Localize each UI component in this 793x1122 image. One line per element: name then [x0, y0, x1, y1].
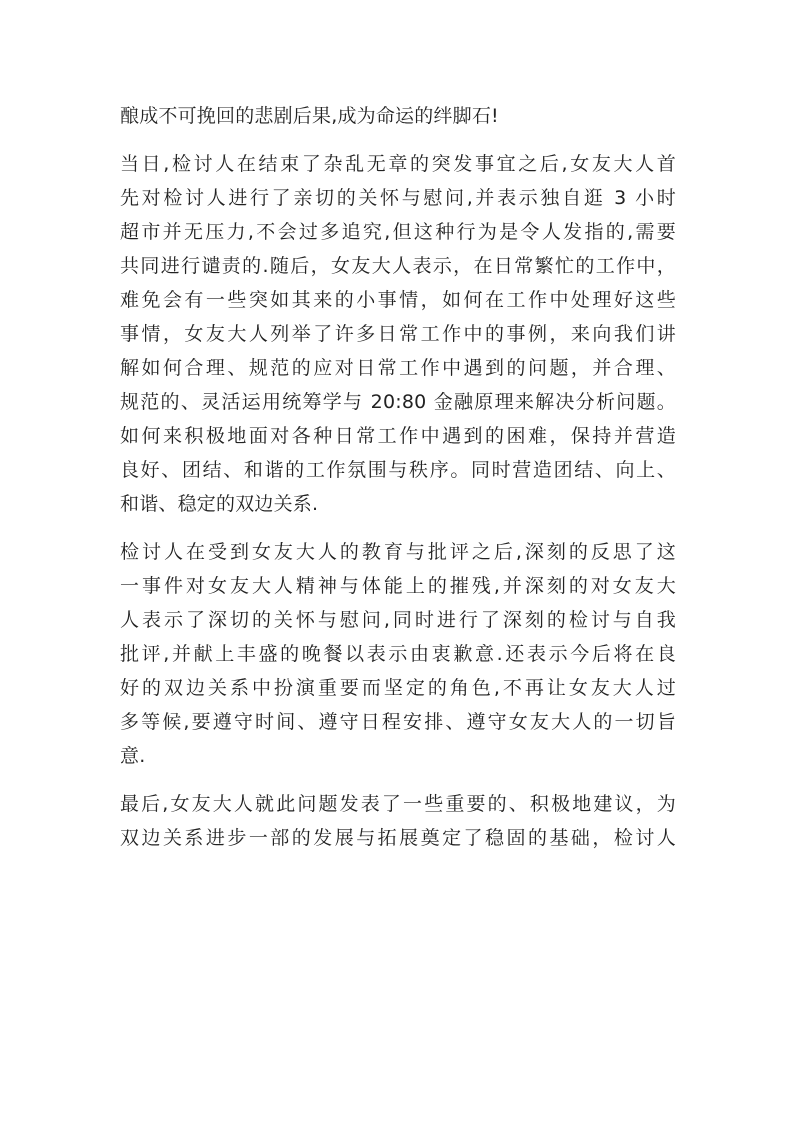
paragraph-1 [120, 99, 676, 133]
paragraph-3 [120, 535, 676, 773]
text-line: 良好、团结、和谐的工作氛围与秩序。同时营造团结、向上、 [120, 459, 676, 481]
text-line: 意. [120, 745, 146, 767]
text-line: 批评,并献上丰盛的晚餐以表示由衷歉意.还表示今后将在良 [120, 643, 676, 665]
text-line: 难免会有一些突如其来的小事情，如何在工作中处理好这些 [120, 289, 676, 311]
text-line: 和谐、稳定的双边关系. [120, 493, 319, 515]
text-line: 人表示了深切的关怀与慰问,同时进行了深刻的检讨与自我 [120, 609, 676, 631]
text-line: 当日,检讨人在结束了杂乱无章的突发事宜之后,女友大人首 [120, 153, 676, 175]
text-line: 检讨人在受到女友大人的教育与批评之后,深刻的反思了这 [120, 541, 676, 563]
text-line: 最后,女友大人就此问题发表了一些重要的、积极地建议，为 [120, 793, 676, 815]
text-line: 共同进行谴责的.随后，女友大人表示，在日常繁忙的工作中， [120, 255, 676, 277]
text-line: 事情，女友大人列举了许多日常工作中的事例，来向我们讲 [120, 323, 676, 345]
text-line: 多等候,要遵守时间、遵守日程安排、遵守女友大人的一切旨 [120, 711, 676, 733]
text-line: 双边关系进步一部的发展与拓展奠定了稳固的基础，检讨人 [120, 827, 676, 849]
paragraph-2 [120, 147, 676, 521]
text-line: 超市并无压力,不会过多追究,但这种行为是令人发指的,需要 [120, 221, 676, 243]
text-line: 好的双边关系中扮演重要而坚定的角色,不再让女友大人过 [120, 677, 676, 699]
text-line: 解如何合理、规范的应对日常工作中遇到的问题，并合理、 [120, 357, 676, 379]
text-line: 如何来积极地面对各种日常工作中遇到的困难，保持并营造 [120, 425, 676, 447]
text-line: 一事件对女友大人精神与体能上的摧残,并深刻的对女友大 [120, 575, 676, 597]
document-body [120, 99, 676, 869]
paragraph-4 [120, 787, 676, 855]
text-line: 先对检讨人进行了亲切的关怀与慰问,并表示独自逛 3 小时 [120, 187, 676, 209]
text-line: 酿成不可挽回的悲剧后果,成为命运的绊脚石! [120, 105, 499, 127]
text-line: 规范的、灵活运用统筹学与 20:80 金融原理来解决分析问题。 [120, 391, 676, 413]
